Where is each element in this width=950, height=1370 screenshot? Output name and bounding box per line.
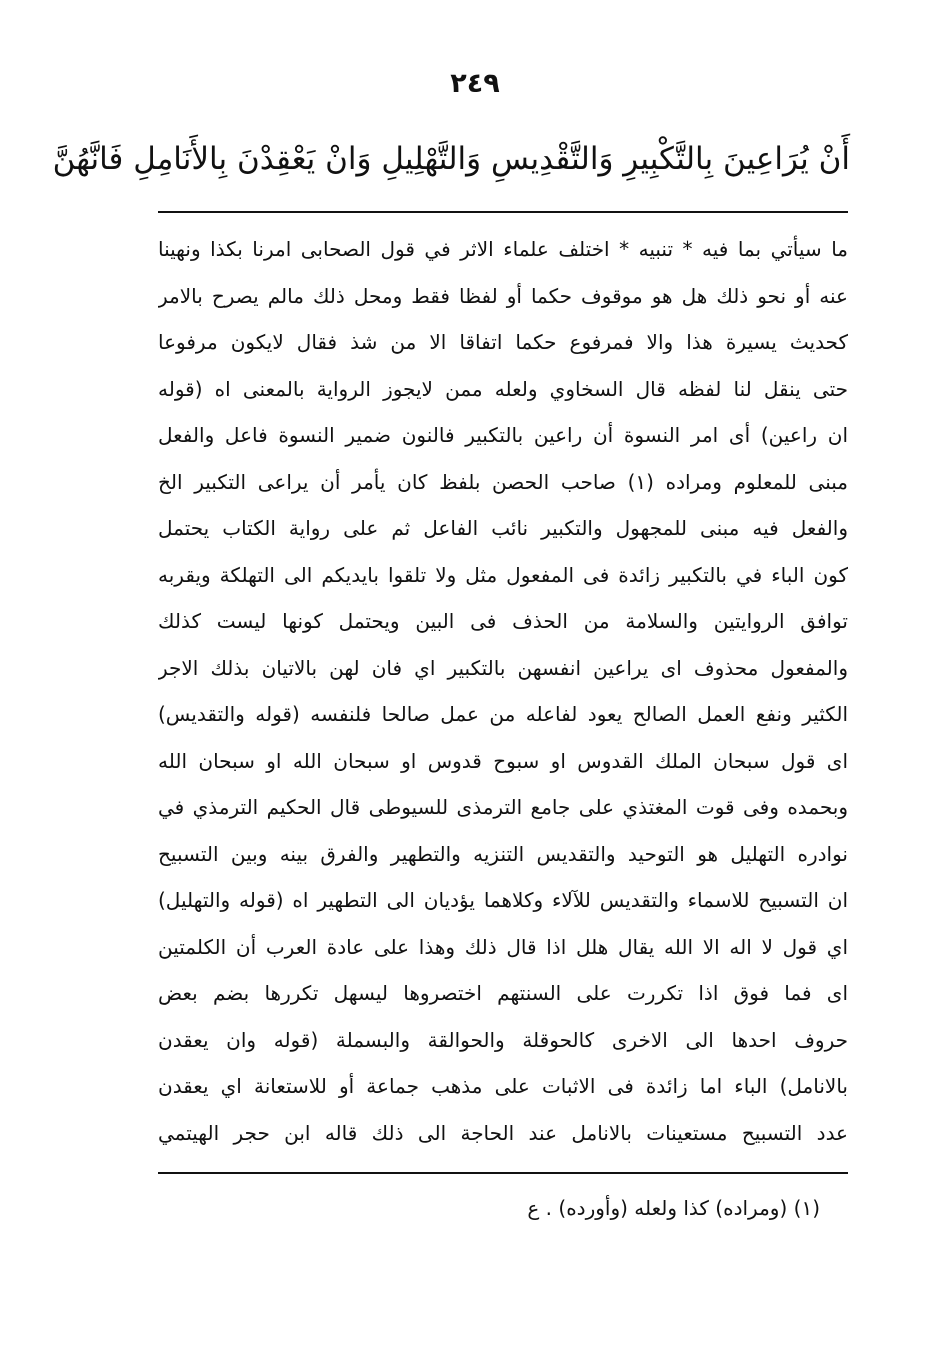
commentary-line: كون الباء في بالتكبير زائدة فى المفعول مثل ولا تلقوا بايديكم الى التهلكة ويقربه (158, 562, 848, 587)
hadith-text-line: أَنْ يُرَاعِينَ بِالتَّكْبِيرِ وَالتَّقْدِيسِ وَالتَّهْلِيلِ وَانْ يَعْقِدْنَ بِالأَنَامِلِ فَانَّهُنَّ (52, 141, 850, 177)
commentary-block (158, 226, 848, 1156)
commentary-line: توافق الروايتين والسلامة من الحذف فى البين ويحتمل كونها ليست كذلك (158, 609, 848, 633)
footnote-divider (158, 1172, 848, 1174)
commentary-line: والمفعول محذوف اى يراعين انفسهن بالتكبير اي فان لهن بالاتيان بذلك الاجر (158, 655, 848, 680)
commentary-line: ان راعين) أى امر النسوة أن راعين بالتكبير فالنون ضمير النسوة فاعل والفعل (158, 423, 848, 447)
commentary-line: حروف احدها الى الاخرى كالحوقلة والحوالقة والبسملة (قوله وان يعقدن (158, 1027, 848, 1052)
commentary-line: وبحمده وفى قوت المغتذي على جامع الترمذى للسيوطى قال الحكيم الترمذي في (158, 795, 848, 819)
commentary-line: عدد التسبيح مستعينات بالانامل عند الحاجة الى ذلك قاله ابن حجر الهيتمي (158, 1120, 848, 1145)
commentary-line: اي قول لا اله الا الله يقال هلل اذا قال ذلك وهذا على عادة العرب أن الكلمتين (158, 934, 848, 959)
commentary-line: الكثير ونفع العمل الصالح يعود لفاعله من عمل صالحا فلنفسه (قوله والتقديس) (158, 702, 848, 726)
commentary-line: اى فما فوق اذا تكررت على السنتهم اختصروها ليسهل تكررها بضم بعض (158, 981, 848, 1005)
commentary-line: والفعل فيه مبنى للمجهول والتكبير نائب الفاعل ثم على رواية الكتاب يحتمل (158, 516, 848, 540)
commentary-line: مبنى للمعلوم ومراده (١) صاحب الحصن بلفظ كان يأمر أن يراعى التكبير الخ (158, 469, 848, 494)
commentary-line: نوادره التهليل هو التوحيد والتقديس التنزيه والتطهير والفرق بينه وبين التسبيح (158, 841, 848, 866)
commentary-line: بالانامل) الباء اما زائدة فى الاثبات على مذهب جماعة أو للاستعانة اي يعقدن (158, 1074, 848, 1098)
commentary-line: كحديث يسيرة هذا والا فمرفوع حكما اتفاقا الا من شذ فقال لايكون مرفوعا (158, 330, 848, 354)
commentary-line: عنه أو نحو ذلك هل هو موقوف حكما أو لفظا فقط ومحل ذلك مالم يصرح بالامر (158, 283, 848, 308)
commentary-line: اى قول سبحان الملك القدوس او سبوح قدوس او سبحان الله او سبحان الله (158, 748, 848, 773)
top-divider (158, 211, 848, 213)
commentary-line: ان التسبيح للاسماء والتقديس للآلاء وكلاهما يؤديان الى التطهير اه (قوله والتهليل) (158, 888, 848, 912)
page-number: ٢٤٩ (450, 68, 500, 99)
commentary-line: ما سيأتي بما فيه * تنبيه * اختلف علماء الاثر في قول الصحابى امرنا بكذا ونهينا (158, 237, 848, 261)
commentary-line: حتى ينقل لنا لفظه قال السخاوي ولعله ممن لايجوز الرواية بالمعنى اه (قوله (158, 376, 848, 401)
footnote: (١) (ومراده) كذا ولعله (وأورده) . ع (527, 1196, 820, 1220)
